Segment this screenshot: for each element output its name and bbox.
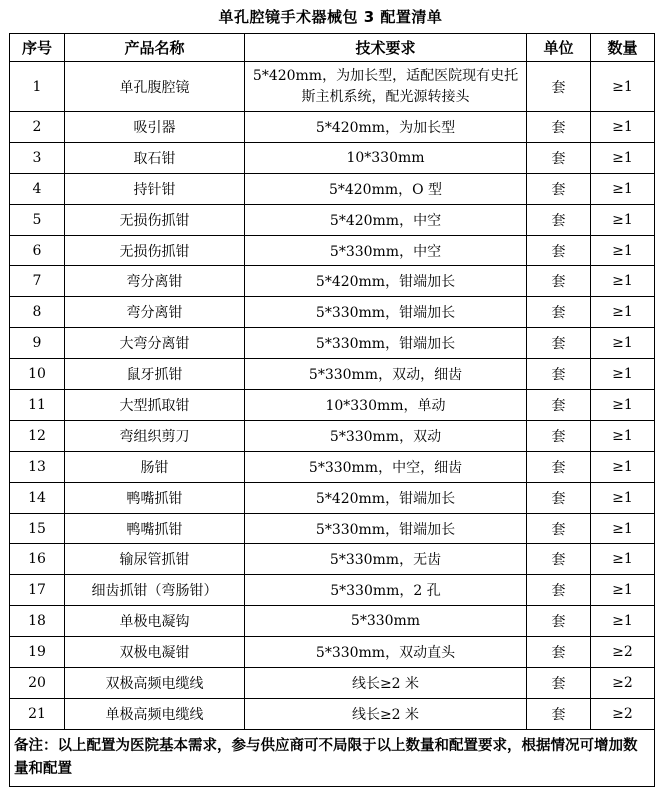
cell-no: 19 [10, 637, 65, 668]
cell-name: 鼠牙抓钳 [65, 359, 245, 390]
cell-name: 鸭嘴抓钳 [65, 482, 245, 513]
cell-name: 弯分离钳 [65, 297, 245, 328]
cell-spec: 5*330mm，双动 [245, 420, 527, 451]
cell-no: 18 [10, 606, 65, 637]
cell-name: 单极高频电缆线 [65, 698, 245, 729]
cell-unit: 套 [527, 698, 591, 729]
cell-unit: 套 [527, 513, 591, 544]
cell-no: 3 [10, 142, 65, 173]
cell-spec: 5*330mm，中空，细齿 [245, 451, 527, 482]
cell-name: 双极电凝钳 [65, 637, 245, 668]
cell-unit: 套 [527, 62, 591, 112]
cell-no: 15 [10, 513, 65, 544]
cell-unit: 套 [527, 173, 591, 204]
cell-no: 2 [10, 112, 65, 143]
cell-unit: 套 [527, 451, 591, 482]
cell-spec: 线长≥2 米 [245, 698, 527, 729]
cell-qty: ≥1 [591, 266, 655, 297]
cell-no: 8 [10, 297, 65, 328]
header-unit: 单位 [527, 34, 591, 62]
cell-qty: ≥1 [591, 297, 655, 328]
cell-no: 9 [10, 328, 65, 359]
cell-qty: ≥1 [591, 451, 655, 482]
header-name: 产品名称 [65, 34, 245, 62]
cell-no: 17 [10, 575, 65, 606]
cell-no: 10 [10, 359, 65, 390]
header-qty: 数量 [591, 34, 655, 62]
table-row [10, 637, 655, 668]
table-row [10, 62, 655, 112]
cell-name: 无损伤抓钳 [65, 204, 245, 235]
cell-spec: 5*330mm，2 孔 [245, 575, 527, 606]
cell-spec: 5*330mm，钳端加长 [245, 297, 527, 328]
cell-qty: ≥2 [591, 637, 655, 668]
cell-name: 吸引器 [65, 112, 245, 143]
cell-spec: 5*330mm，钳端加长 [245, 513, 527, 544]
cell-spec: 5*330mm，双动直头 [245, 637, 527, 668]
cell-name: 肠钳 [65, 451, 245, 482]
table-row [10, 297, 655, 328]
cell-name: 单极电凝钩 [65, 606, 245, 637]
cell-unit: 套 [527, 637, 591, 668]
cell-name: 细齿抓钳（弯肠钳） [65, 575, 245, 606]
cell-qty: ≥1 [591, 173, 655, 204]
cell-unit: 套 [527, 328, 591, 359]
header-row [10, 34, 655, 62]
cell-qty: ≥2 [591, 668, 655, 699]
table-row [10, 544, 655, 575]
cell-spec: 5*330mm，钳端加长 [245, 328, 527, 359]
cell-spec: 线长≥2 米 [245, 668, 527, 699]
cell-no: 13 [10, 451, 65, 482]
table-row [10, 235, 655, 266]
cell-unit: 套 [527, 544, 591, 575]
cell-spec: 5*420mm，中空 [245, 204, 527, 235]
cell-name: 大型抓取钳 [65, 390, 245, 421]
cell-qty: ≥1 [591, 328, 655, 359]
cell-qty: ≥1 [591, 390, 655, 421]
cell-qty: ≥1 [591, 62, 655, 112]
cell-name: 鸭嘴抓钳 [65, 513, 245, 544]
table-row [10, 668, 655, 699]
cell-spec: 5*330mm，双动，细齿 [245, 359, 527, 390]
cell-unit: 套 [527, 204, 591, 235]
table-row [10, 173, 655, 204]
cell-no: 12 [10, 420, 65, 451]
cell-unit: 套 [527, 235, 591, 266]
cell-name: 弯组织剪刀 [65, 420, 245, 451]
header-no: 序号 [10, 34, 65, 62]
cell-spec: 10*330mm [245, 142, 527, 173]
cell-unit: 套 [527, 668, 591, 699]
cell-qty: ≥1 [591, 420, 655, 451]
cell-unit: 套 [527, 390, 591, 421]
cell-spec: 5*330mm，中空 [245, 235, 527, 266]
cell-spec: 5*420mm，为加长型，适配医院现有史托斯主机系统，配光源转接头 [245, 62, 527, 112]
cell-qty: ≥1 [591, 544, 655, 575]
cell-name: 持针钳 [65, 173, 245, 204]
cell-no: 7 [10, 266, 65, 297]
cell-no: 4 [10, 173, 65, 204]
cell-unit: 套 [527, 266, 591, 297]
cell-name: 取石钳 [65, 142, 245, 173]
table-row [10, 359, 655, 390]
cell-no: 16 [10, 544, 65, 575]
cell-spec: 5*420mm，钳端加长 [245, 266, 527, 297]
cell-no: 14 [10, 482, 65, 513]
table-row [10, 698, 655, 729]
cell-no: 20 [10, 668, 65, 699]
cell-no: 5 [10, 204, 65, 235]
cell-unit: 套 [527, 359, 591, 390]
cell-qty: ≥1 [591, 204, 655, 235]
cell-qty: ≥1 [591, 575, 655, 606]
cell-unit: 套 [527, 606, 591, 637]
table-row [10, 112, 655, 143]
cell-spec: 5*420mm，钳端加长 [245, 482, 527, 513]
cell-qty: ≥1 [591, 482, 655, 513]
cell-name: 弯分离钳 [65, 266, 245, 297]
page-title: 单孔腔镜手术器械包 3 配置清单 [218, 8, 443, 26]
table-row [10, 390, 655, 421]
cell-unit: 套 [527, 112, 591, 143]
table-row [10, 513, 655, 544]
cell-qty: ≥1 [591, 142, 655, 173]
table-row [10, 142, 655, 173]
cell-qty: ≥1 [591, 359, 655, 390]
cell-name: 无损伤抓钳 [65, 235, 245, 266]
table-row [10, 266, 655, 297]
cell-no: 11 [10, 390, 65, 421]
cell-unit: 套 [527, 142, 591, 173]
table-row [10, 420, 655, 451]
table-row [10, 606, 655, 637]
cell-spec: 5*420mm，为加长型 [245, 112, 527, 143]
cell-unit: 套 [527, 297, 591, 328]
cell-qty: ≥1 [591, 112, 655, 143]
cell-qty: ≥2 [591, 698, 655, 729]
table-row [10, 328, 655, 359]
table-row [10, 482, 655, 513]
cell-spec: 5*330mm，无齿 [245, 544, 527, 575]
cell-no: 6 [10, 235, 65, 266]
cell-spec: 10*330mm，单动 [245, 390, 527, 421]
header-spec: 技术要求 [245, 34, 527, 62]
cell-qty: ≥1 [591, 606, 655, 637]
config-table [9, 33, 655, 787]
cell-unit: 套 [527, 575, 591, 606]
table-row [10, 451, 655, 482]
table-row [10, 575, 655, 606]
cell-no: 1 [10, 62, 65, 112]
table-note: 备注：以上配置为医院基本需求，参与供应商可不局限于以上数量和配置要求，根据情况可增加数量和配置 [10, 729, 655, 786]
cell-name: 输尿管抓钳 [65, 544, 245, 575]
cell-spec: 5*330mm [245, 606, 527, 637]
cell-name: 单孔腹腔镜 [65, 62, 245, 112]
cell-unit: 套 [527, 482, 591, 513]
table-row [10, 204, 655, 235]
cell-qty: ≥1 [591, 235, 655, 266]
cell-qty: ≥1 [591, 513, 655, 544]
cell-no: 21 [10, 698, 65, 729]
cell-name: 双极高频电缆线 [65, 668, 245, 699]
cell-name: 大弯分离钳 [65, 328, 245, 359]
cell-spec: 5*420mm，O 型 [245, 173, 527, 204]
cell-unit: 套 [527, 420, 591, 451]
